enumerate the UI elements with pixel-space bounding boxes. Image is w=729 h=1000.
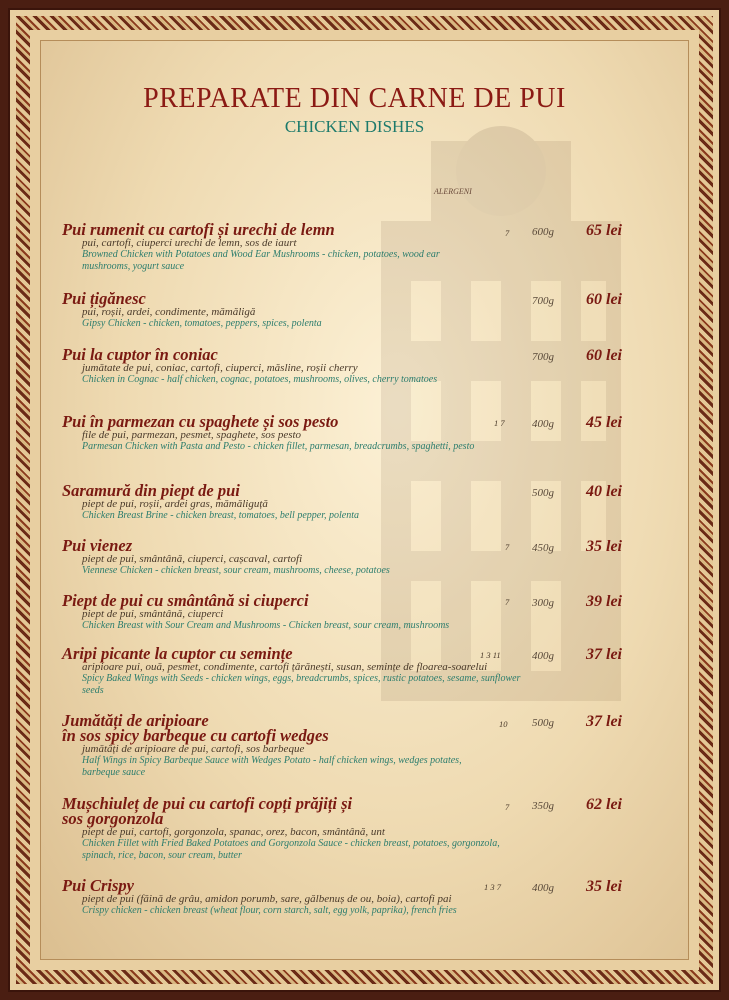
menu-item (62, 291, 622, 330)
item-name: Pui Crispy (62, 876, 134, 895)
item-quantity: 450g (532, 542, 554, 554)
item-ingredients-ro: piept de pui, roșii, ardei gras, mămăliguță (82, 498, 268, 510)
item-description-en: Half Wings in Spicy Barbeque Sauce with Wedges Potato - half chicken wings, wedges potates, barbeque sauce (82, 755, 462, 778)
item-allergens: 7 (505, 228, 510, 238)
item-price: 37 lei (586, 713, 622, 730)
item-quantity: 700g (532, 295, 554, 307)
menu-item (62, 538, 622, 577)
item-quantity: 500g (532, 487, 554, 499)
item-allergens: 10 (499, 719, 508, 729)
page-title: PREPARATE DIN CARNE DE PUI (143, 83, 566, 114)
menu-item (62, 796, 622, 862)
item-description-en: Chicken Fillet with Fried Baked Potatoes and Gorgonzola Sauce - chicken breast, potatoes, gorgonzola, spinach, rice, bacon, sour cream, butter (82, 838, 500, 861)
menu-item (62, 593, 622, 632)
item-ingredients-ro: piept de pui, cartofi, gorgonzola, spanac, orez, bacon, smântână, unt (82, 826, 385, 838)
item-allergens: 7 (505, 542, 510, 552)
item-name: Pui vienez (62, 536, 133, 555)
item-price: 37 lei (586, 646, 622, 663)
menu-item (62, 646, 622, 697)
allergens-column-label: ALERGENI (434, 187, 472, 196)
item-name: Pui țigănesc (62, 289, 146, 308)
menu-item (62, 713, 622, 779)
item-description-en: Gipsy Chicken - chicken, tomatoes, peppers, spices, polenta (82, 318, 322, 329)
item-name: Jumătăți de aripioare (62, 711, 209, 730)
item-allergens: 1 3 11 (480, 650, 501, 660)
item-ingredients-ro: piept de pui, smântână, ciuperci (82, 608, 224, 620)
item-ingredients-ro: jumătăți de aripioare de pui, cartofi, sos barbeque (82, 743, 305, 755)
item-quantity: 350g (532, 800, 554, 812)
item-quantity: 400g (532, 650, 554, 662)
menu-item (62, 878, 622, 917)
item-price: 35 lei (586, 538, 622, 555)
item-name: Piept de pui cu smântână si ciuperci (62, 591, 309, 610)
menu-item (62, 414, 622, 453)
item-price: 39 lei (586, 593, 622, 610)
item-quantity: 600g (532, 226, 554, 238)
item-price: 60 lei (586, 291, 622, 308)
item-ingredients-ro: file de pui, parmezan, pesmet, spaghete, sos pesto (82, 429, 302, 441)
item-description-en: Parmesan Chicken with Pasta and Pesto - chicken fillet, parmesan, breadcrumbs, spaghetti, pesto (82, 441, 475, 452)
item-name: Aripi picante la cuptor cu semințe (62, 644, 293, 663)
item-description-en: Browned Chicken with Potatoes and Wood Ear Mushrooms - chicken, potatoes, wood ear mushrooms, yogurt sauce (82, 249, 440, 272)
item-allergens: 7 (505, 802, 510, 812)
item-description-en: Viennese Chicken - chicken breast, sour cream, mushrooms, cheese, potatoes (82, 565, 390, 576)
menu-item (62, 222, 622, 273)
item-allergens: 1 7 (494, 418, 505, 428)
item-name: Mușchiuleț de pui cu cartofi copți prăjiți și (62, 794, 353, 813)
item-price: 65 lei (586, 222, 622, 239)
item-name-line2: în sos spicy barbeque cu cartofi wedges (62, 726, 329, 745)
item-ingredients-ro: piept de pui, smântână, ciuperci, cașcaval, cartofi (82, 553, 303, 565)
menu-item (62, 347, 622, 386)
item-allergens: 7 (505, 597, 510, 607)
item-description-en: Crispy chicken - chicken breast (wheat flour, corn starch, salt, egg yolk, paprika), french fries (82, 905, 457, 916)
item-price: 62 lei (586, 796, 622, 813)
item-name: Pui rumenit cu cartofi și urechi de lemn (62, 220, 335, 239)
item-quantity: 300g (532, 597, 554, 609)
item-price: 45 lei (586, 414, 622, 431)
item-quantity: 400g (532, 882, 554, 894)
item-ingredients-ro: aripioare pui, ouă, pesmet, condimente, cartofi țărănești, susan, semințe de floarea-soarelui (82, 661, 488, 673)
item-ingredients-ro: piept de pui (făină de grâu, amidon porumb, sare, gălbenuș de ou, boia), cartofi pai (82, 893, 452, 905)
item-name: Pui la cuptor în coniac (62, 345, 218, 364)
item-price: 40 lei (586, 483, 622, 500)
item-description-en: Spicy Baked Wings with Seeds - chicken wings, eggs, breadcrumbs, spices, rustic potatoes, sesame, sunflower seeds (82, 673, 521, 696)
item-quantity: 500g (532, 717, 554, 729)
item-price: 35 lei (586, 878, 622, 895)
item-ingredients-ro: pui, roșii, ardei, condimente, mămăligă (82, 306, 256, 318)
item-allergens: 1 3 7 (484, 882, 501, 892)
item-description-en: Chicken Breast Brine - chicken breast, tomatoes, bell pepper, polenta (82, 510, 359, 521)
item-description-en: Chicken in Cognac - half chicken, cognac, potatoes, mushrooms, olives, cherry tomatoes (82, 374, 438, 385)
item-description-en: Chicken Breast with Sour Cream and Mushrooms - Chicken breast, sour cream, mushrooms (82, 620, 450, 631)
item-ingredients-ro: pui, cartofi, ciuperci urechi de lemn, sos de iaurt (82, 237, 297, 249)
item-name: Pui în parmezan cu spaghete și sos pesto (62, 412, 339, 431)
item-ingredients-ro: jumătate de pui, coniac, cartofi, ciuperci, măsline, roșii cherry (82, 362, 358, 374)
item-quantity: 700g (532, 351, 554, 363)
page-subtitle: CHICKEN DISHES (284, 117, 425, 136)
item-name-line2: sos gorgonzola (62, 809, 164, 828)
menu-item (62, 483, 622, 522)
item-price: 60 lei (586, 347, 622, 364)
item-quantity: 400g (532, 418, 554, 430)
item-name: Saramură din piept de pui (62, 481, 240, 500)
